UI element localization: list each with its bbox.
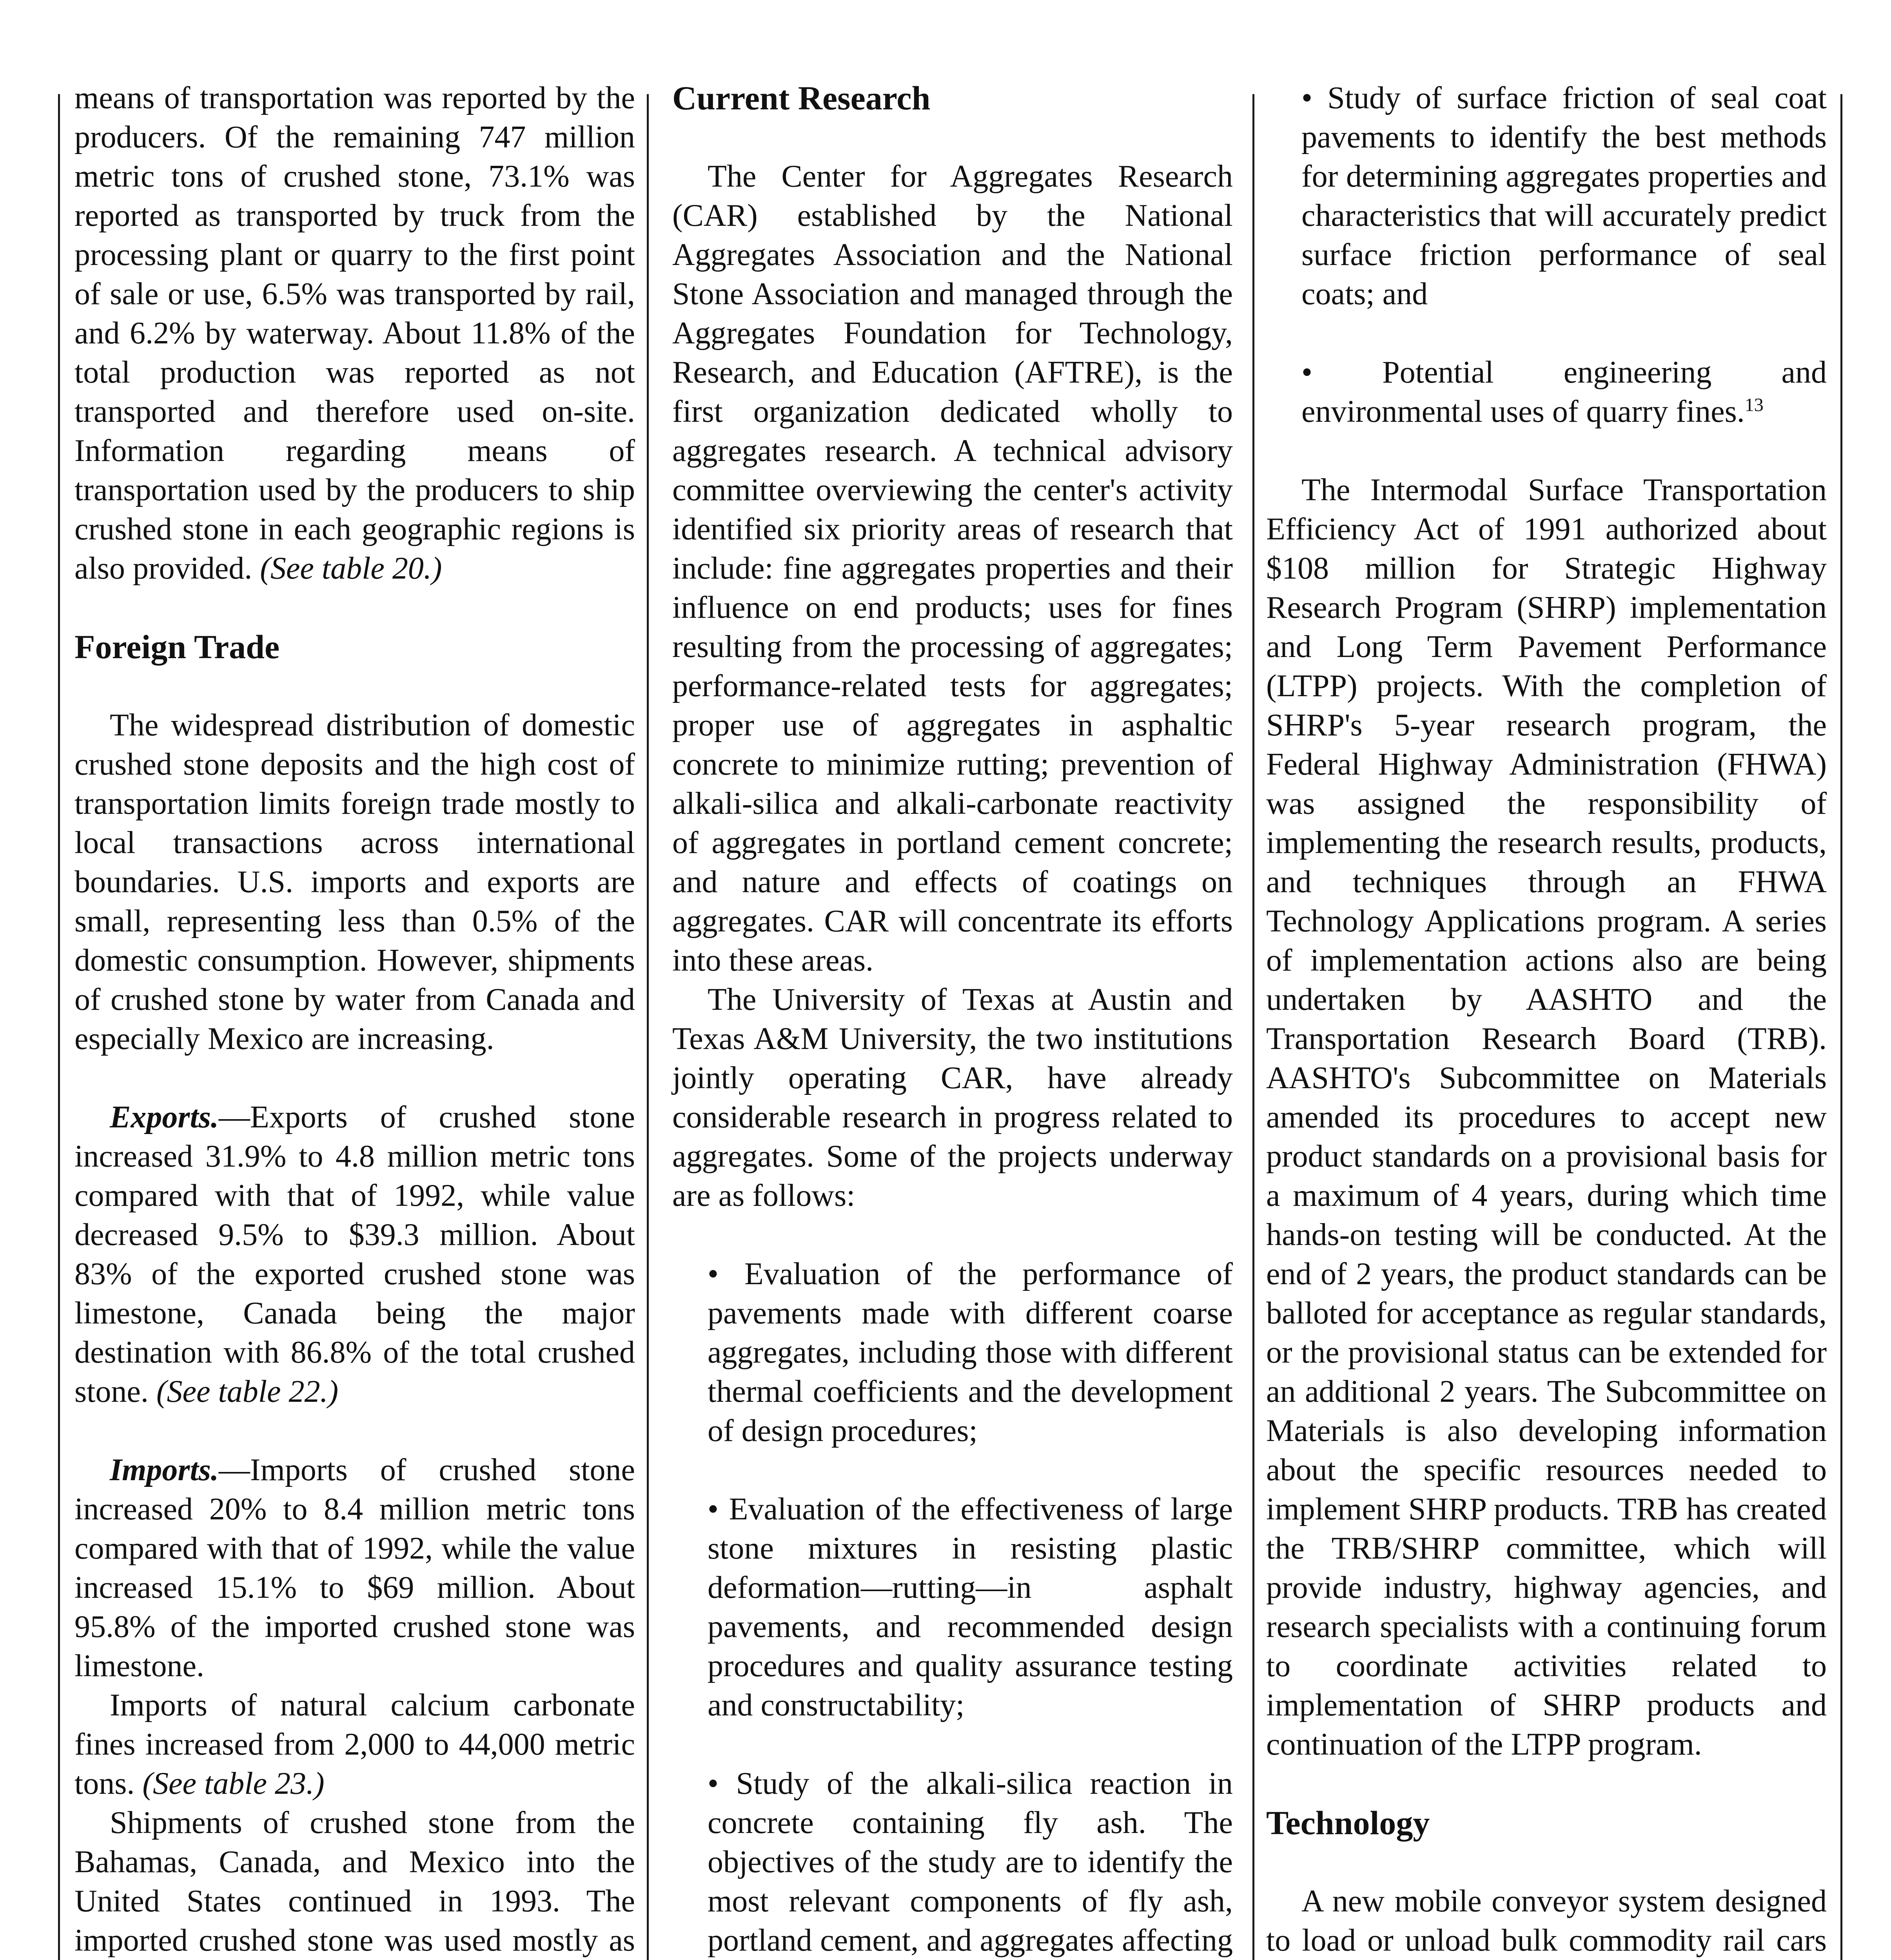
paragraph-imports: Imports.—Imports of crushed stone increased 20% to 8.4 million metric tons compared with that of 1992, while the value increased 15.1% to $69 million. About 95.8% of the imported crushed stone was limestone. [74, 1453, 635, 1683]
column-rule-middle-right [1252, 94, 1254, 1960]
paragraph-carbonate-fines: Imports of natural calcium carbonate fines increased from 2,000 to 44,000 metric tons. (See table 23.) [74, 1688, 635, 1801]
paragraph-conveyor: A new mobile conveyor system designed to load or unload bulk commodity rail cars [1266, 1884, 1827, 1958]
column-rule-middle-left [647, 94, 649, 1960]
paragraph-istea: The Intermodal Surface Transportation Efficiency Act of 1991 authorized about $108 million for Strategic Highway Research Program (SHRP) implementation and Long Term Pavement Performance (LTPP) projects. With the completion of SHRP's 5-year research program, the Federal Highway Administration (FHWA) was assigned the responsibility of implementing the research results, products, and techniques through an FHWA Technology Applications program. A series of implementation actions also are being undertaken by AASHTO and the Transportation Research Board (TRB). AASHTO's Subcommittee on Materials amended its procedures to accept new product standards on a provisional basis for a maximum of 4 years, during which time hands-on testing will be conducted. At the end of 2 years, the product standards can be balloted for acceptance as regular standards, or the provisional status can be extended for an additional 2 years. The Subcommittee on Materials is also developing information about the specific resources needed to implement SHRP products. TRB has created the TRB/SHRP committee, which will provide industry, highway agencies, and research specialists with a continuing forum to coordinate activities related to implementation of SHRP products and continuation of the LTPP program. [1266, 473, 1827, 1762]
paragraph-foreign-trade: The widespread distribution of domestic crushed stone deposits and the high cost of transportation limits foreign trade mostly to local transactions across international boundaries. U.S. imports and exports are small, representing less than 0.5% of the domestic consumption. However, shipments of crushed stone by water from Canada and especially Mexico are increasing. [74, 708, 635, 1056]
paragraph-universities: The University of Texas at Austin and Texas A&M University, the two institutions jointly operating CAR, have already considerable research in progress related to aggregates. Some of the projects underway are as follows: [672, 982, 1233, 1213]
table-reference: (See table 23.) [142, 1766, 325, 1801]
table-reference: (See table 22.) [156, 1374, 339, 1409]
paragraph-exports: Exports.—Exports of crushed stone increased 31.9% to 4.8 million metric tons compared with that of 1992, while value decreased 9.5% to $39.3 million. About 83% of the exported crushed stone was limestone, Canada being the major destination with 86.8% of the total crushed stone. (See table 22.) [74, 1100, 635, 1409]
column-2 [672, 78, 1233, 1960]
section-heading-technology: Technology [1266, 1804, 1430, 1842]
column-3 [1266, 78, 1827, 1960]
section-heading-current-research: Current Research [672, 79, 931, 117]
section-heading-foreign-trade: Foreign Trade [74, 628, 280, 666]
exports-run-in-heading: Exports. [110, 1100, 219, 1134]
paragraph-car: The Center for Aggregates Research (CAR) established by the National Aggregates Association and the National Stone Association and managed through the Aggregates Foundation for Technology, Research, and Education (AFTRE), is the first organization dedicated wholly to aggregates research. A technical advisory committee overviewing the center's activity identified six priority areas of research that include: fine aggregates properties and their influence on end products; uses for fines resulting from the processing of aggregates; performance-related tests for aggregates; proper use of aggregates in asphaltic concrete to minimize rutting; prevention of alkali-silica and alkali-carbonate reactivity of aggregates in portland cement concrete; and nature and effects of coatings on aggregates. CAR will concentrate its efforts into these areas. [672, 159, 1233, 978]
column-1 [74, 78, 635, 1960]
bullet-item: • Study of the alkali-silica reaction in concrete containing fly ash. The objectives of the study are to identify the most relevant components of fly ash, portland cement, and aggregates affecting [708, 1766, 1233, 1958]
table-reference: (See table 20.) [260, 551, 442, 586]
paragraph-shipments: Shipments of crushed stone from the Bahamas, Canada, and Mexico into the United States continued in 1993. The imported crushed stone was used mostly as [74, 1806, 635, 1958]
bullet-item: • Study of surface friction of seal coat pavements to identify the best methods for determining aggregates properties and characteristics that will accurately predict surface friction performance of seal coats; and [1301, 81, 1827, 311]
paragraph-transport: means of transportation was reported by the producers. Of the remaining 747 million metric tons of crushed stone, 73.1% was reported as transported by truck from the processing plant or quarry to the first point of sale or use, 6.5% was transported by rail, and 6.2% by waterway. About 11.8% of the total production was reported as not transported and therefore used on-site. Information regarding means of transportation used by the producers to ship crushed stone in each geographic regions is also provided. (See table 20.) [74, 81, 635, 586]
column-rule-right [1840, 94, 1842, 1960]
bullet-item: • Potential engineering and environmental uses of quarry fines.$^{13}$ [1301, 355, 1827, 429]
bullet-item: • Evaluation of the effectiveness of large stone mixtures in resisting plastic deformation—rutting—in asphalt pavements, and recommended design procedures and quality assurance testing and constructability; [708, 1492, 1233, 1722]
footnote-marker: 13 [1744, 394, 1764, 416]
bullet-item: • Evaluation of the performance of pavements made with different coarse aggregates, including those with different thermal coefficients and the development of design procedures; [708, 1257, 1233, 1448]
imports-run-in-heading: Imports. [110, 1453, 219, 1487]
column-rule-left [58, 94, 60, 1960]
